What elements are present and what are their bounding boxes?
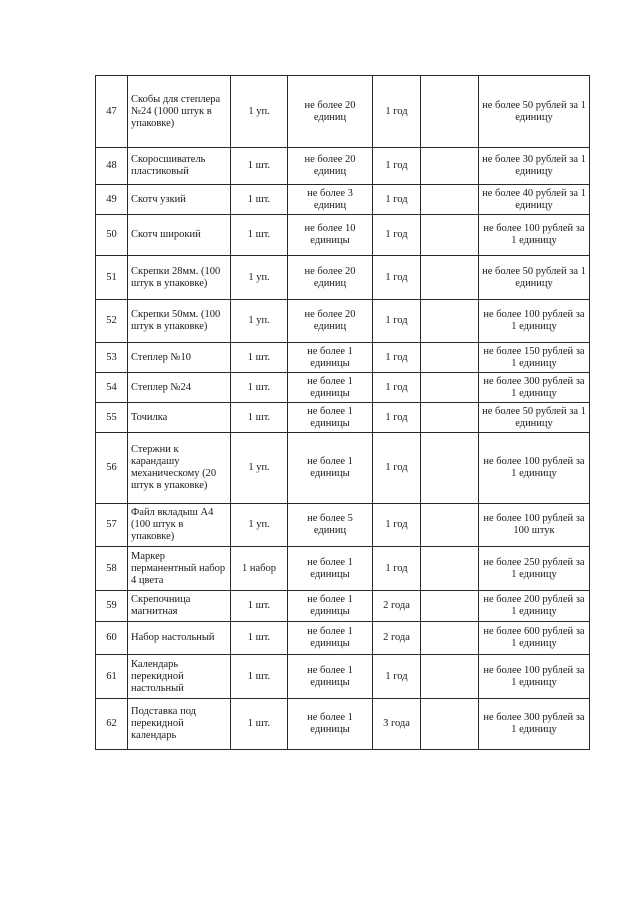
cell-qty: не более 10 единицы <box>288 215 373 256</box>
table-row <box>96 547 590 591</box>
table-row <box>96 215 590 256</box>
cell-term: 1 год <box>373 547 421 591</box>
cell-name: Календарь перекидной настольный <box>128 655 231 699</box>
cell-qty: не более 1 единицы <box>288 591 373 622</box>
cell-price: не более 100 рублей за 1 единицу <box>479 655 590 699</box>
cell-unit: 1 уп. <box>231 256 288 300</box>
cell-extra <box>421 215 479 256</box>
cell-term: 1 год <box>373 215 421 256</box>
cell-price: не более 200 рублей за 1 единицу <box>479 591 590 622</box>
table-row <box>96 256 590 300</box>
cell-term: 3 года <box>373 699 421 750</box>
cell-term: 1 год <box>373 185 421 215</box>
cell-price: не более 50 рублей за 1 единицу <box>479 256 590 300</box>
cell-num: 56 <box>96 433 128 504</box>
cell-unit: 1 шт. <box>231 373 288 403</box>
cell-name: Скрепочница магнитная <box>128 591 231 622</box>
supply-table-body <box>96 76 590 750</box>
cell-unit: 1 шт. <box>231 655 288 699</box>
cell-qty: не более 1 единицы <box>288 655 373 699</box>
cell-price: не более 30 рублей за 1 единицу <box>479 148 590 185</box>
cell-unit: 1 уп. <box>231 433 288 504</box>
cell-unit: 1 уп. <box>231 300 288 343</box>
cell-term: 1 год <box>373 504 421 547</box>
table-row <box>96 433 590 504</box>
cell-num: 58 <box>96 547 128 591</box>
cell-extra <box>421 699 479 750</box>
cell-extra <box>421 76 479 148</box>
cell-extra <box>421 547 479 591</box>
cell-num: 53 <box>96 343 128 373</box>
cell-num: 57 <box>96 504 128 547</box>
cell-num: 48 <box>96 148 128 185</box>
cell-unit: 1 шт. <box>231 185 288 215</box>
cell-term: 1 год <box>373 433 421 504</box>
cell-unit: 1 шт. <box>231 699 288 750</box>
cell-unit: 1 шт. <box>231 343 288 373</box>
cell-unit: 1 шт. <box>231 622 288 655</box>
table-row <box>96 373 590 403</box>
cell-num: 62 <box>96 699 128 750</box>
cell-name: Степлер №10 <box>128 343 231 373</box>
cell-qty: не более 1 единицы <box>288 699 373 750</box>
cell-qty: не более 1 единицы <box>288 622 373 655</box>
cell-name: Скобы для степлера №24 (1000 штук в упаковке) <box>128 76 231 148</box>
cell-term: 1 год <box>373 148 421 185</box>
cell-term: 1 год <box>373 256 421 300</box>
cell-extra <box>421 256 479 300</box>
table-row <box>96 655 590 699</box>
table-row <box>96 622 590 655</box>
cell-qty: не более 20 единиц <box>288 256 373 300</box>
cell-qty: не более 5 единиц <box>288 504 373 547</box>
cell-num: 59 <box>96 591 128 622</box>
cell-extra <box>421 433 479 504</box>
cell-price: не более 150 рублей за 1 единицу <box>479 343 590 373</box>
cell-term: 1 год <box>373 343 421 373</box>
cell-num: 55 <box>96 403 128 433</box>
cell-name: Скоросшиватель пластиковый <box>128 148 231 185</box>
cell-num: 60 <box>96 622 128 655</box>
cell-qty: не более 3 единиц <box>288 185 373 215</box>
table-row <box>96 403 590 433</box>
cell-term: 1 год <box>373 373 421 403</box>
cell-qty: не более 1 единицы <box>288 373 373 403</box>
cell-extra <box>421 373 479 403</box>
cell-extra <box>421 403 479 433</box>
cell-extra <box>421 504 479 547</box>
cell-num: 49 <box>96 185 128 215</box>
cell-price: не более 50 рублей за 1 единицу <box>479 403 590 433</box>
cell-unit: 1 шт. <box>231 215 288 256</box>
table-row <box>96 699 590 750</box>
table-row <box>96 504 590 547</box>
cell-num: 51 <box>96 256 128 300</box>
cell-name: Скотч широкий <box>128 215 231 256</box>
table-row <box>96 591 590 622</box>
cell-unit: 1 шт. <box>231 403 288 433</box>
cell-name: Степлер №24 <box>128 373 231 403</box>
cell-price: не более 100 рублей за 1 единицу <box>479 433 590 504</box>
cell-term: 1 год <box>373 300 421 343</box>
cell-term: 1 год <box>373 403 421 433</box>
cell-unit: 1 набор <box>231 547 288 591</box>
table-row <box>96 76 590 148</box>
cell-extra <box>421 300 479 343</box>
cell-unit: 1 шт. <box>231 591 288 622</box>
cell-name: Стержни к карандашу механическому (20 штук в упаковке) <box>128 433 231 504</box>
cell-price: не более 100 рублей за 1 единицу <box>479 215 590 256</box>
table-row <box>96 148 590 185</box>
cell-price: не более 250 рублей за 1 единицу <box>479 547 590 591</box>
cell-term: 1 год <box>373 76 421 148</box>
cell-qty: не более 1 единицы <box>288 343 373 373</box>
cell-name: Скрепки 50мм. (100 штук в упаковке) <box>128 300 231 343</box>
cell-extra <box>421 343 479 373</box>
cell-extra <box>421 148 479 185</box>
cell-price: не более 50 рублей за 1 единицу <box>479 76 590 148</box>
cell-qty: не более 1 единицы <box>288 433 373 504</box>
cell-qty: не более 1 единицы <box>288 547 373 591</box>
cell-qty: не более 20 единиц <box>288 148 373 185</box>
supply-table <box>95 75 590 750</box>
cell-extra <box>421 591 479 622</box>
cell-qty: не более 20 единиц <box>288 76 373 148</box>
cell-term: 1 год <box>373 655 421 699</box>
cell-name: Скотч узкий <box>128 185 231 215</box>
cell-extra <box>421 185 479 215</box>
cell-price: не более 600 рублей за 1 единицу <box>479 622 590 655</box>
cell-price: не более 40 рублей за 1 единицу <box>479 185 590 215</box>
cell-num: 54 <box>96 373 128 403</box>
cell-name: Подставка под перекидной календарь <box>128 699 231 750</box>
cell-unit: 1 уп. <box>231 76 288 148</box>
cell-qty: не более 20 единиц <box>288 300 373 343</box>
table-row <box>96 185 590 215</box>
cell-name: Точилка <box>128 403 231 433</box>
cell-name: Скрепки 28мм. (100 штук в упаковке) <box>128 256 231 300</box>
cell-price: не более 100 рублей за 1 единицу <box>479 300 590 343</box>
cell-term: 2 года <box>373 591 421 622</box>
cell-extra <box>421 622 479 655</box>
cell-name: Маркер перманентный набор 4 цвета <box>128 547 231 591</box>
cell-num: 52 <box>96 300 128 343</box>
cell-price: не более 300 рублей за 1 единицу <box>479 699 590 750</box>
cell-name: Набор настольный <box>128 622 231 655</box>
cell-qty: не более 1 единицы <box>288 403 373 433</box>
cell-name: Файл вкладыш А4 (100 штук в упаковке) <box>128 504 231 547</box>
table-row <box>96 300 590 343</box>
cell-price: не более 100 рублей за 100 штук <box>479 504 590 547</box>
cell-price: не более 300 рублей за 1 единицу <box>479 373 590 403</box>
cell-unit: 1 шт. <box>231 148 288 185</box>
cell-num: 61 <box>96 655 128 699</box>
cell-extra <box>421 655 479 699</box>
cell-unit: 1 уп. <box>231 504 288 547</box>
cell-term: 2 года <box>373 622 421 655</box>
cell-num: 50 <box>96 215 128 256</box>
cell-num: 47 <box>96 76 128 148</box>
table-row <box>96 343 590 373</box>
